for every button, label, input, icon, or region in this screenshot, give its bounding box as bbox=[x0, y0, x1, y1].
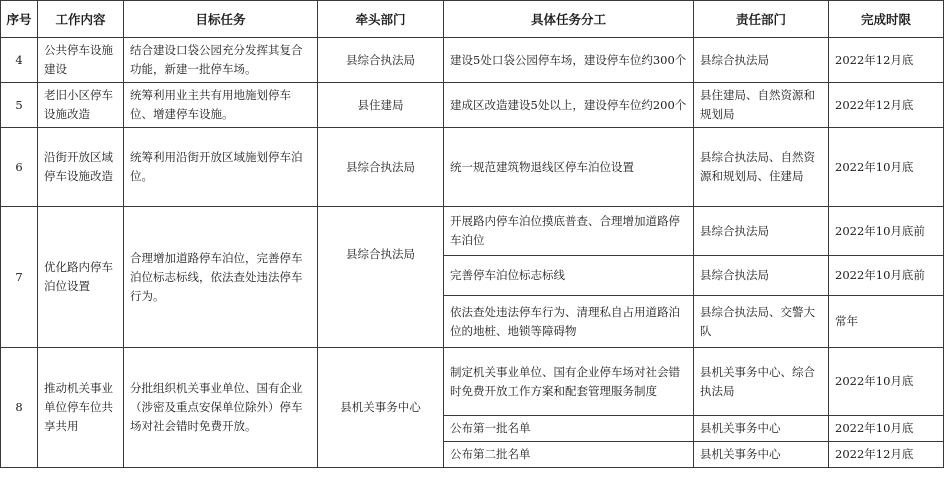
row-deadline: 常年 bbox=[829, 296, 944, 348]
table-row bbox=[1, 38, 944, 83]
row-dept: 县综合执法局、自然资源和规划局、住建局 bbox=[694, 128, 829, 207]
row-no: 7 bbox=[1, 207, 38, 348]
header-tasks: 具体任务分工 bbox=[444, 1, 694, 38]
row-dept: 县综合执法局 bbox=[694, 207, 829, 256]
table-row bbox=[1, 348, 944, 416]
header-no: 序号 bbox=[1, 1, 38, 38]
row-lead: 县住建局 bbox=[318, 83, 444, 128]
row-dept: 县机关事务中心 bbox=[694, 416, 829, 442]
header-row bbox=[1, 1, 944, 38]
row-deadline: 2022年12月底 bbox=[829, 38, 944, 83]
row-no: 6 bbox=[1, 128, 38, 207]
row-dept: 县机关事务中心、综合执法局 bbox=[694, 348, 829, 416]
row-target: 分批组织机关事业单位、国有企业（涉密及重点安保单位除外）停车场对社会错时免费开放。 bbox=[124, 348, 318, 468]
header-dept: 责任部门 bbox=[694, 1, 829, 38]
row-deadline: 2022年10月底 bbox=[829, 128, 944, 207]
table-row bbox=[1, 128, 944, 207]
row-task: 公布第一批名单 bbox=[444, 416, 694, 442]
header-target: 目标任务 bbox=[124, 1, 318, 38]
row-target: 合理增加道路停车泊位，完善停车泊位标志标线，依法查处违法停车行为。 bbox=[124, 207, 318, 348]
row-content: 老旧小区停车设施改造 bbox=[38, 83, 124, 128]
row-deadline: 2022年10月底 bbox=[829, 416, 944, 442]
row-dept: 县机关事务中心 bbox=[694, 442, 829, 468]
row-content: 沿街开放区域停车设施改造 bbox=[38, 128, 124, 207]
row-task: 建设5处口袋公园停车场，建设停车位约300个 bbox=[444, 38, 694, 83]
row-deadline: 2022年12月底 bbox=[829, 442, 944, 468]
row-no: 4 bbox=[1, 38, 38, 83]
row-target: 统筹利用业主共有用地施划停车位、增建停车设施。 bbox=[124, 83, 318, 128]
row-content: 推动机关事业单位停车位共享共用 bbox=[38, 348, 124, 468]
row-target: 统筹利用沿街开放区域施划停车泊位。 bbox=[124, 128, 318, 207]
row-task: 制定机关事业单位、国有企业停车场对社会错时免费开放工作方案和配套管理服务制度 bbox=[444, 348, 694, 416]
row-content: 优化路内停车泊位设置 bbox=[38, 207, 124, 348]
row-no: 8 bbox=[1, 348, 38, 468]
row-no: 5 bbox=[1, 83, 38, 128]
row-task: 开展路内停车泊位摸底普查、合理增加道路停车泊位 bbox=[444, 207, 694, 256]
row-content: 公共停车设施建设 bbox=[38, 38, 124, 83]
row-task: 依法查处违法停车行为、清理私自占用道路泊位的地桩、地锁等障碍物 bbox=[444, 296, 694, 348]
row-deadline: 2022年10月底前 bbox=[829, 256, 944, 296]
row-dept: 县综合执法局 bbox=[694, 38, 829, 83]
row-dept: 县综合执法局、交警大队 bbox=[694, 296, 829, 348]
header-deadline: 完成时限 bbox=[829, 1, 944, 38]
table-row bbox=[1, 207, 944, 256]
row-dept: 县综合执法局 bbox=[694, 256, 829, 296]
row-target: 结合建设口袋公园充分发挥其复合功能，新建一批停车场。 bbox=[124, 38, 318, 83]
row-task: 建成区改造建设5处以上，建设停车位约200个 bbox=[444, 83, 694, 128]
row-task: 完善停车泊位标志标线 bbox=[444, 256, 694, 296]
row-lead: 县综合执法局 bbox=[318, 128, 444, 207]
row-lead: 县综合执法局 bbox=[318, 38, 444, 83]
row-task: 统一规范建筑物退线区停车泊位设置 bbox=[444, 128, 694, 207]
row-dept: 县住建局、自然资源和规划局 bbox=[694, 83, 829, 128]
header-lead: 牵头部门 bbox=[318, 1, 444, 38]
row-task: 公布第二批名单 bbox=[444, 442, 694, 468]
row-lead: 县机关事务中心 bbox=[318, 348, 444, 468]
row-lead: 县综合执法局 bbox=[318, 207, 444, 348]
table-row bbox=[1, 83, 944, 128]
row-deadline: 2022年10月底 bbox=[829, 348, 944, 416]
header-content: 工作内容 bbox=[38, 1, 124, 38]
row-deadline: 2022年12月底 bbox=[829, 83, 944, 128]
row-deadline: 2022年10月底前 bbox=[829, 207, 944, 256]
